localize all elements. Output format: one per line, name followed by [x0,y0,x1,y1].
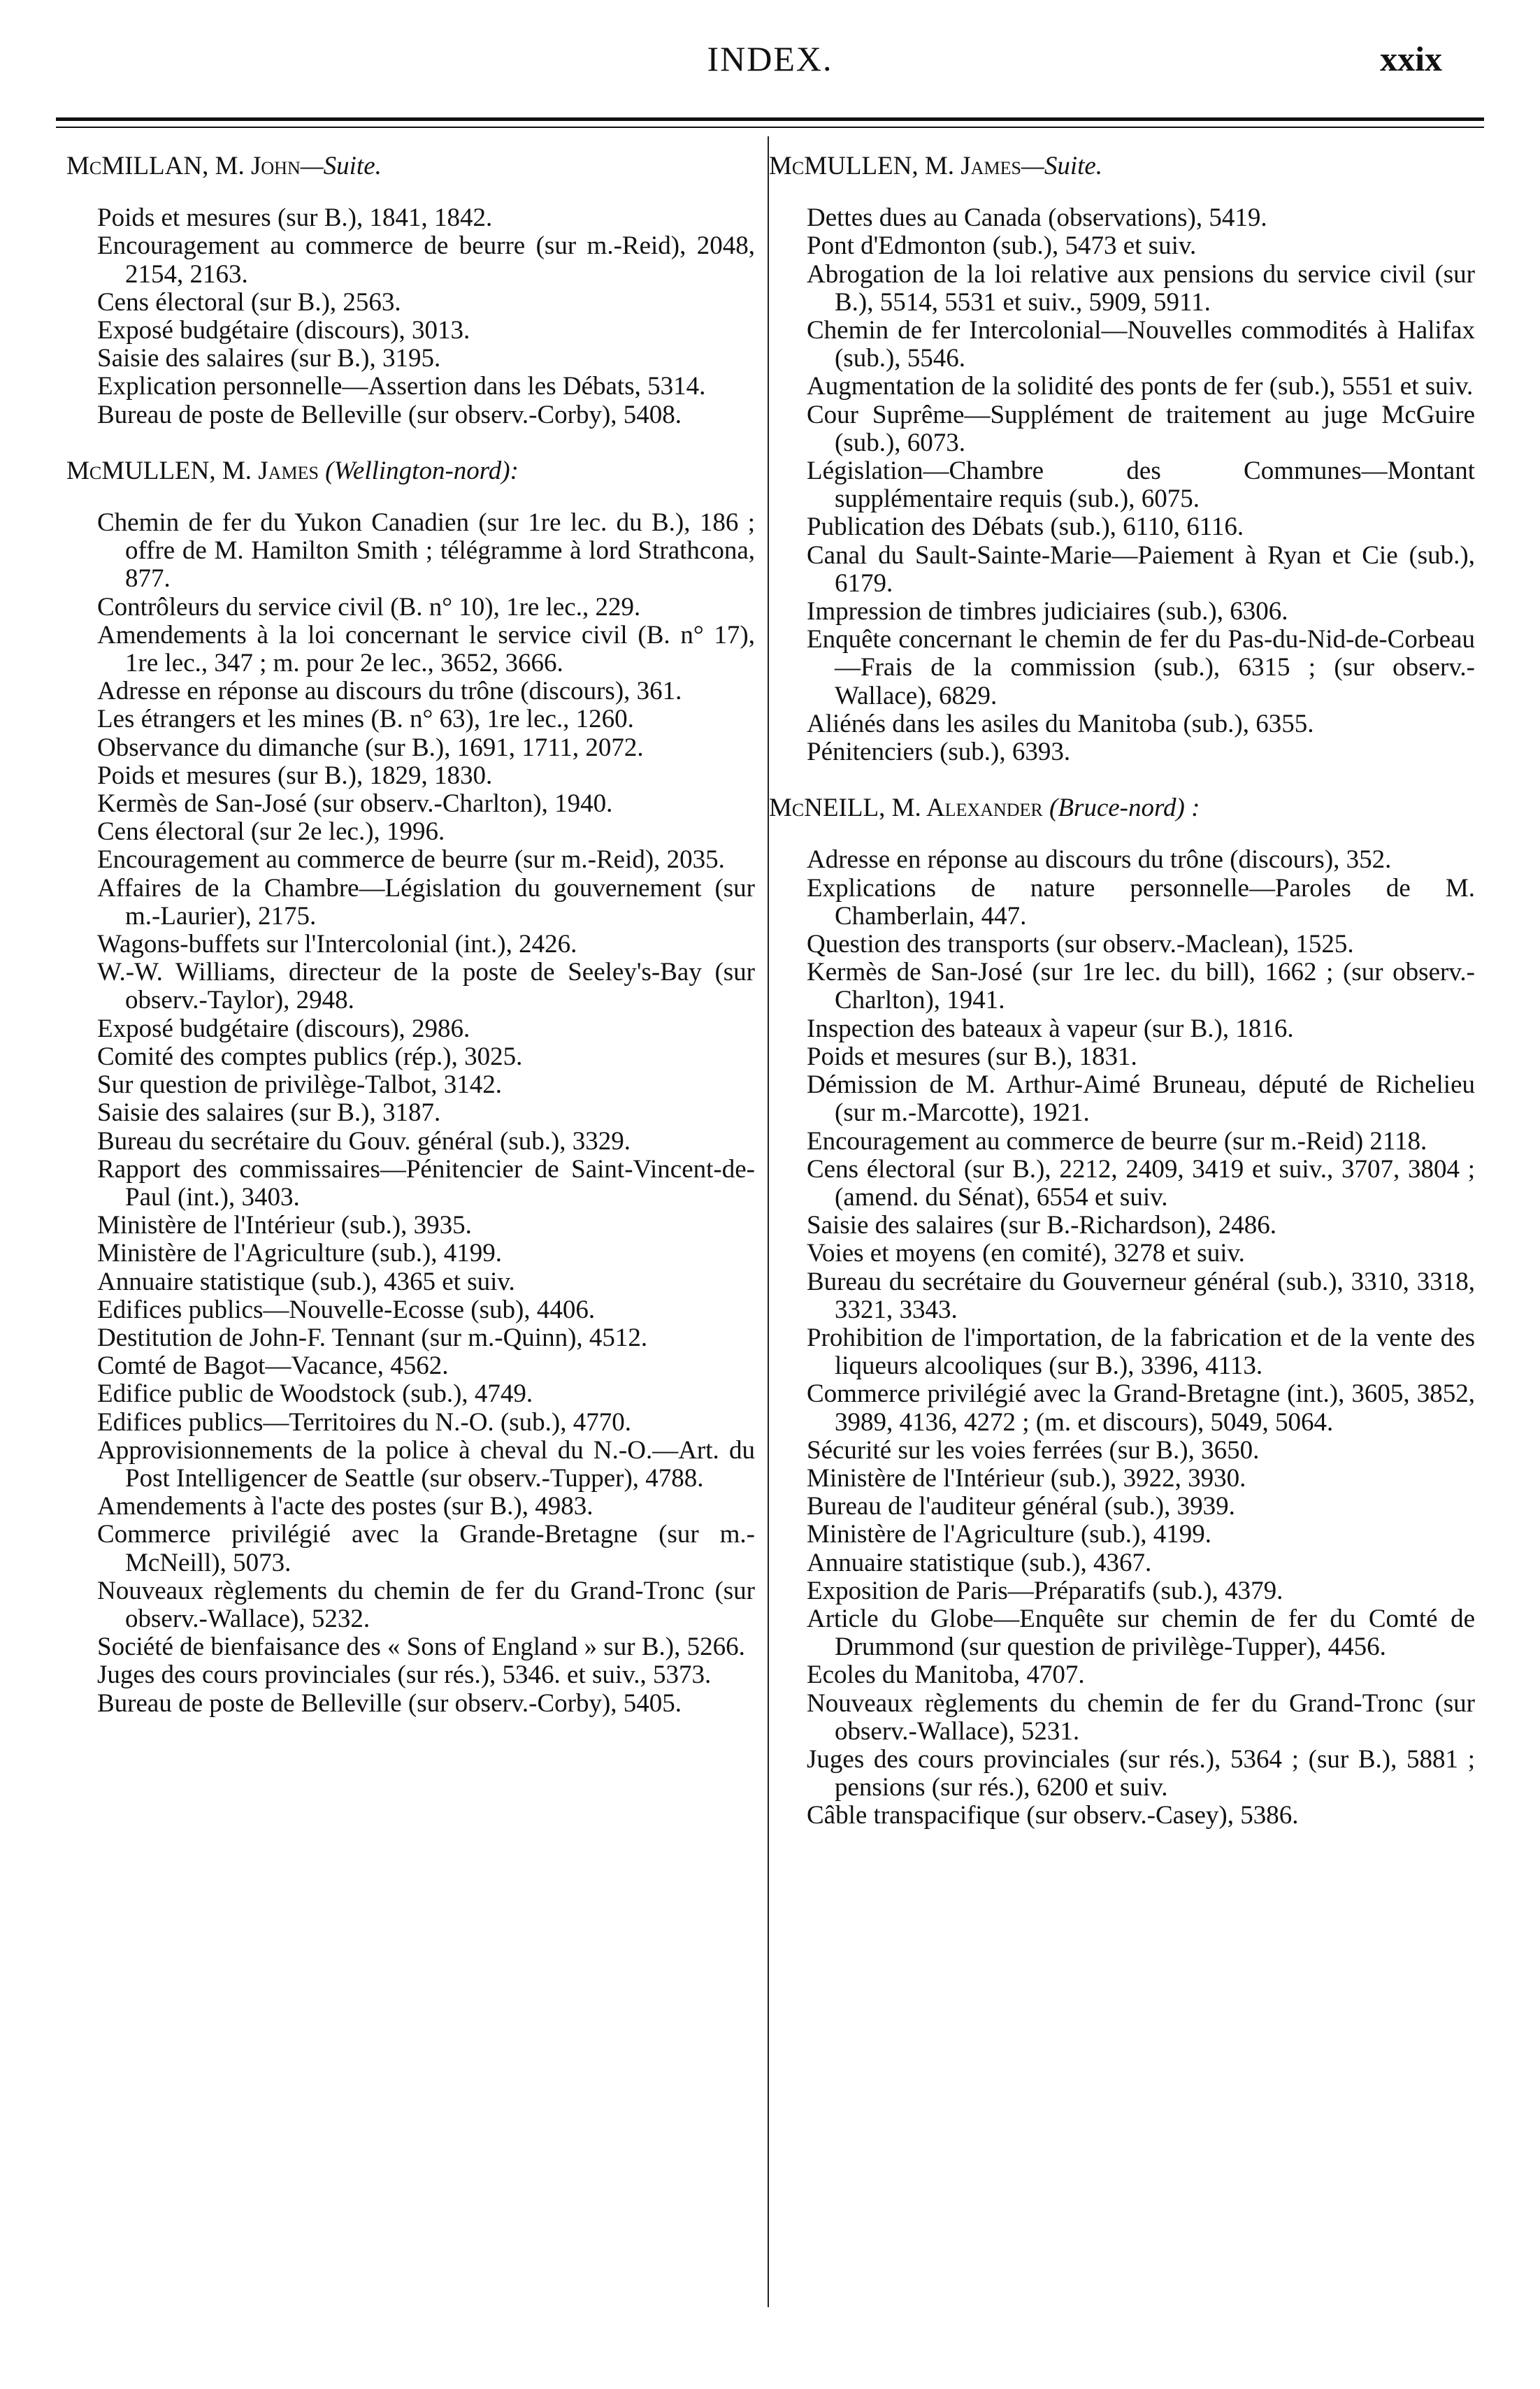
index-entry: Abrogation de la loi relative aux pensions du service civil (sur B.), 5514, 5531 et suiv., 5909, 5911. [807,259,1475,317]
index-entry: Aliénés dans les asiles du Manitoba (sub.), 6355. [807,709,1314,738]
index-entry: Cens électoral (sur 2e lec.), 1996. [97,817,445,847]
index-entry: Commerce privilégié avec la Grande-Bretagne (sur m.-McNeill), 5073. [97,1520,755,1577]
member-name: McMULLEN, M. James [66,456,319,485]
index-entry: Dettes dues au Canada (observations), 5419. [807,203,1267,233]
index-entry: Edifices publics—Nouvelle-Ecosse (sub), 4406. [97,1295,596,1324]
index-entry: Ecoles du Manitoba, 4707. [807,1660,1085,1690]
index-entry: Explication personnelle—Assertion dans les Débats, 5314. [97,372,706,401]
index-entry: Amendements à la loi concernant le service civil (B. n° 17), 1re lec., 347 ; m. pour 2e lec., 3652, 3666. [97,620,755,678]
index-entry: Voies et moyens (en comité), 3278 et suiv. [807,1239,1245,1268]
member-suffix: —Suite. [300,152,382,180]
index-entry: Comité des comptes publics (rép.), 3025. [97,1042,523,1071]
index-section [769,152,1475,766]
index-entry: Nouveaux règlements du chemin de fer du Grand-Tronc (sur observ.-Wallace), 5232. [97,1576,755,1633]
index-entry: Bureau de poste de Belleville (sur observ.-Corby), 5408. [97,400,682,429]
member-heading [769,794,1475,822]
index-entry: Bureau de poste de Belleville (sur observ.-Corby), 5405. [97,1688,682,1718]
index-entry: Exposition de Paris—Préparatifs (sub.), 4379. [807,1576,1283,1605]
index-entry: Kermès de San-José (sur observ.-Charlton), 1940. [97,789,613,819]
index-entry: Encouragement au commerce de beurre (sur m.-Reid) 2118. [807,1126,1427,1156]
member-name: McMULLEN, M. James [769,152,1021,180]
index-entry: Kermès de San-José (sur 1re lec. du bill), 1662 ; (sur observ.-Charlton), 1941. [807,958,1475,1015]
index-entry: Contrôleurs du service civil (B. n° 10), 1re lec., 229. [97,592,641,622]
index-entry: Encouragement au commerce de beurre (sur m.-Reid), 2048, 2154, 2163. [97,231,755,289]
index-entry: Législation—Chambre des Communes—Montant supplémentaire requis (sub.), 6075. [807,457,1475,514]
index-entry: Ministère de l'Agriculture (sub.), 4199. [807,1520,1212,1549]
index-entry: Edifice public de Woodstock (sub.), 4749. [97,1379,533,1409]
index-entry: Explications de nature personnelle—Paroles de M. Chamberlain, 447. [807,873,1475,931]
index-entry: Cens électoral (sur B.), 2563. [97,287,401,317]
index-entry: Question des transports (sur observ.-Maclean), 1525. [807,930,1354,959]
index-entry: Prohibition de l'importation, de la fabrication et de la vente des liqueurs alcooliques (sur B.), 3396, 4113. [807,1323,1475,1381]
index-entry: Sur question de privilège-Talbot, 3142. [97,1070,503,1100]
index-entry: Société de bienfaisance des « Sons of England » sur B.), 5266. [97,1633,745,1662]
member-name: McMILLAN, M. John [66,152,301,180]
index-entry: Comté de Bagot—Vacance, 4562. [97,1351,449,1381]
index-entry: Poids et mesures (sur B.), 1829, 1830. [97,761,493,790]
entry-list [769,846,1475,1830]
index-entry: Enquête concernant le chemin de fer du Pas-du-Nid-de-Corbeau—Frais de la commission (sub.), 6315 ; (sur observ.-Wallace), 6829. [807,625,1475,710]
index-entry: Saisie des salaires (sur B.), 3187. [97,1098,441,1128]
index-entry: Chemin de fer du Yukon Canadien (sur 1re lec. du B.), 186 ; offre de M. Hamilton Smith ; télégramme à lord Strathcona, 877. [97,508,755,594]
index-entry: Saisie des salaires (sur B.-Richardson), 2486. [807,1211,1277,1240]
page-title: INDEX. [707,39,833,78]
index-entry: Câble transpacifique (sur observ.-Casey), 5386. [807,1801,1299,1830]
index-entry: Les étrangers et les mines (B. n° 63), 1re lec., 1260. [97,705,634,734]
index-entry: Pénitenciers (sub.), 6393. [807,738,1071,767]
index-entry: Saisie des salaires (sur B.), 3195. [97,344,441,373]
index-entry: Observance du dimanche (sur B.), 1691, 1711, 2072. [97,733,644,762]
index-entry: Commerce privilégié avec la Grand-Bretagne (int.), 3605, 3852, 3989, 4136, 4272 ; (m. et discours), 5049, 5064. [807,1379,1475,1437]
index-entry: Bureau du secrétaire du Gouverneur général (sub.), 3310, 3318, 3321, 3343. [807,1267,1475,1324]
index-entry: Ministère de l'Agriculture (sub.), 4199. [97,1239,503,1268]
index-entry: Exposé budgétaire (discours), 3013. [97,316,470,345]
index-entry: Annuaire statistique (sub.), 4365 et suiv. [97,1267,515,1296]
index-entry: Adresse en réponse au discours du trône (discours), 352. [807,845,1392,875]
index-entry: Exposé budgétaire (discours), 2986. [97,1014,470,1043]
right-column [769,152,1475,1858]
index-entry: Cens électoral (sur B.), 2212, 2409, 3419 et suiv., 3707, 3804 ; (amend. du Sénat), 6554 et suiv. [807,1154,1475,1212]
index-entry: Article du Globe—Enquête sur chemin de fer du Comté de Drummond (sur question de privilège-Tupper), 4456. [807,1604,1475,1662]
member-heading [769,152,1475,180]
member-heading [66,152,755,180]
index-entry: Démission de M. Arthur-Aimé Bruneau, député de Richelieu (sur m.-Marcotte), 1921. [807,1070,1475,1128]
index-entry: W.-W. Williams, directeur de la poste de Seeley's-Bay (sur observ.-Taylor), 2948. [97,958,755,1015]
index-entry: Juges des cours provinciales (sur rés.), 5346. et suiv., 5373. [97,1660,712,1690]
index-entry: Bureau de l'auditeur général (sub.), 3939. [807,1492,1235,1521]
index-entry: Canal du Sault-Sainte-Marie—Paiement à Ryan et Cie (sub.), 6179. [807,540,1475,598]
index-entry: Encouragement au commerce de beurre (sur m.-Reid), 2035. [97,845,725,875]
index-entry: Augmentation de la solidité des ponts de fer (sub.), 5551 et suiv. [807,372,1474,401]
index-entry: Bureau du secrétaire du Gouv. général (sub.), 3329. [97,1126,631,1156]
index-entry: Pont d'Edmonton (sub.), 5473 et suiv. [807,231,1197,261]
index-entry: Adresse en réponse au discours du trône (discours), 361. [97,677,682,706]
index-entry: Poids et mesures (sur B.), 1841, 1842. [97,203,493,233]
index-entry: Wagons-buffets sur l'Intercolonial (int.), 2426. [97,930,577,959]
index-entry: Impression de timbres judiciaires (sub.), 6306. [807,597,1288,626]
index-entry: Publication des Débats (sub.), 6110, 6116. [807,512,1244,542]
index-section [66,152,755,429]
member-name: McNEILL, M. Alexander [769,794,1043,823]
index-entry: Edifices publics—Territoires du N.-O. (sub.), 4770. [97,1407,631,1437]
page-header [0,0,1540,91]
header-rule-thin [56,127,1484,128]
left-column [66,152,755,1746]
entry-list [769,204,1475,766]
member-suffix: (Bruce-nord) : [1049,794,1200,823]
index-entry: Ministère de l'Intérieur (sub.), 3935. [97,1211,472,1240]
index-entry: Poids et mesures (sur B.), 1831. [807,1042,1137,1071]
page-number: xxix [1380,39,1442,78]
member-suffix: —Suite. [1021,152,1103,180]
index-entry: Ministère de l'Intérieur (sub.), 3922, 3930. [807,1463,1246,1493]
member-heading [66,457,755,485]
index-entry: Cour Suprême—Supplément de traitement au juge McGuire (sub.), 6073. [807,400,1475,457]
index-entry: Nouveaux règlements du chemin de fer du Grand-Tronc (sur observ.-Wallace), 5231. [807,1688,1475,1746]
member-suffix: (Wellington-nord): [325,456,519,485]
index-entry: Sécurité sur les voies ferrées (sur B.), 3650. [807,1435,1260,1465]
index-section [66,457,755,1718]
index-entry: Approvisionnements de la police à cheval du N.-O.—Art. du Post Intelligencer de Seattle (sur observ.-Tupper), 4788. [97,1435,755,1493]
index-entry: Amendements à l'acte des postes (sur B.), 4983. [97,1492,593,1521]
index-entry: Juges des cours provinciales (sur rés.), 5364 ; (sur B.), 5881 ; pensions (sur rés.), 6200 et suiv. [807,1744,1475,1802]
entry-list [66,204,755,429]
index-entry: Inspection des bateaux à vapeur (sur B.), 1816. [807,1014,1294,1043]
index-entry: Affaires de la Chambre—Législation du gouvernement (sur m.-Laurier), 2175. [97,873,755,931]
entry-list [66,509,755,1718]
index-entry: Rapport des commissaires—Pénitencier de Saint-Vincent-de-Paul (int.), 3403. [97,1154,755,1212]
index-section [769,794,1475,1830]
header-rule-thick [56,117,1484,121]
index-entry: Annuaire statistique (sub.), 4367. [807,1548,1152,1577]
index-entry: Destitution de John-F. Tennant (sur m.-Quinn), 4512. [97,1323,648,1352]
index-entry: Chemin de fer Intercolonial—Nouvelles commodités à Halifax (sub.), 5546. [807,316,1475,373]
